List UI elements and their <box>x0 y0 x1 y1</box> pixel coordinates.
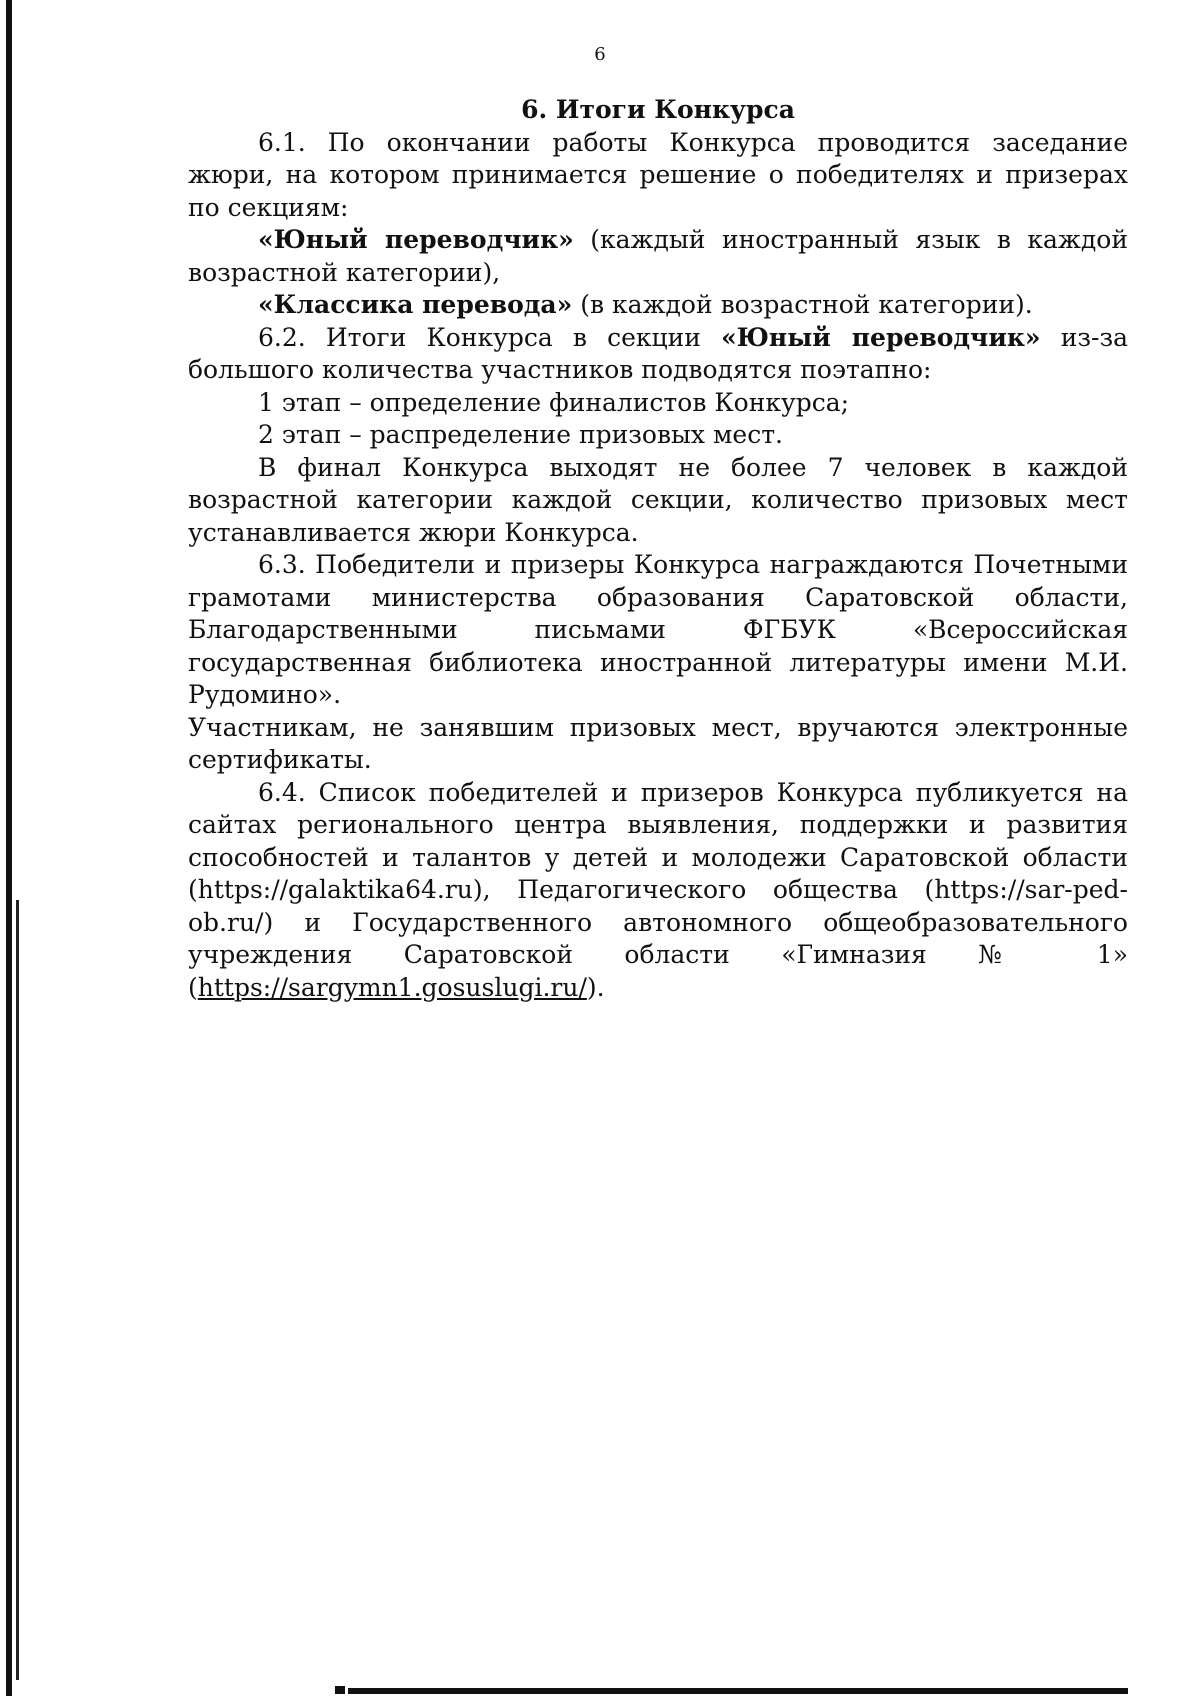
paragraph-6-4-end: ). <box>586 972 605 1002</box>
paragraph-6-4 <box>188 777 1128 1005</box>
scan-border-left <box>6 0 12 1696</box>
classic-translation-desc: (в каждой возрастной категории). <box>572 290 1033 319</box>
paragraph-6-3: 6.3. Победители и призеры Конкурса награждаются Почетными грамотами министерства образования Саратовской области, Благодарственными письмами ФГБУК «Всероссийская государственная библиотека иностранной литературы имени М.И. Рудомино». <box>188 550 1128 709</box>
paragraph-final: В финал Конкурса выходят не более 7 человек в каждой возрастной категории каждой секции, количество призовых мест устанавливается жюри Конкурса. <box>188 452 1128 547</box>
paragraph-participants: Участникам, не занявшим призовых мест, вручаются электронные сертификаты. <box>188 712 1128 774</box>
section-title: 6. Итоги Конкурса <box>521 95 795 124</box>
section-item-classic-translation <box>188 289 1128 322</box>
gymnasium-link[interactable]: https://sargymn1.gosuslugi.ru/ <box>197 972 587 1002</box>
classic-translation-name: «Классика перевода» <box>258 290 573 319</box>
page-number: 6 <box>594 44 606 65</box>
paragraph-6-2 <box>188 322 1128 387</box>
scan-border-left-inner <box>16 900 19 1680</box>
paragraph-6-2-section-name: «Юный переводчик» <box>721 322 1041 352</box>
paragraph-6-4-text: 6.4. Список победителей и призеров Конкурса публикуется на сайтах регионального центра выявления, поддержки и развития способностей и талантов у детей и молодежи Саратовской области (https://galaktika64.ru), Педагогического общества (https://sar-ped-ob.ru/) и Государственного автономного общеобразовательного учреждения Саратовской области «Гимназия № 1» ( <box>188 777 1128 1002</box>
bottom-rule-tick <box>335 1686 345 1694</box>
paragraph-6-1: 6.1. По окончании работы Конкурса проводится заседание жюри, на котором принимается решение о победителях и призерах по секциям: <box>188 127 1128 222</box>
bottom-rule <box>348 1688 1128 1694</box>
section-item-young-translator <box>188 224 1128 289</box>
document-body <box>188 94 1128 1004</box>
stage-1: 1 этап – определение финалистов Конкурса; <box>258 387 850 417</box>
young-translator-name: «Юный переводчик» <box>258 225 574 254</box>
stage-2: 2 этап – распределение призовых мест. <box>258 420 783 449</box>
young-translator-desc: (каждый иностранный язык в каждой возрастной категории), <box>188 225 1129 287</box>
paragraph-6-2-start: 6.2. Итоги Конкурса в секции <box>258 322 722 352</box>
paragraph-6-2-rest: из-за большого количества участников подводятся поэтапно: <box>188 322 1128 384</box>
